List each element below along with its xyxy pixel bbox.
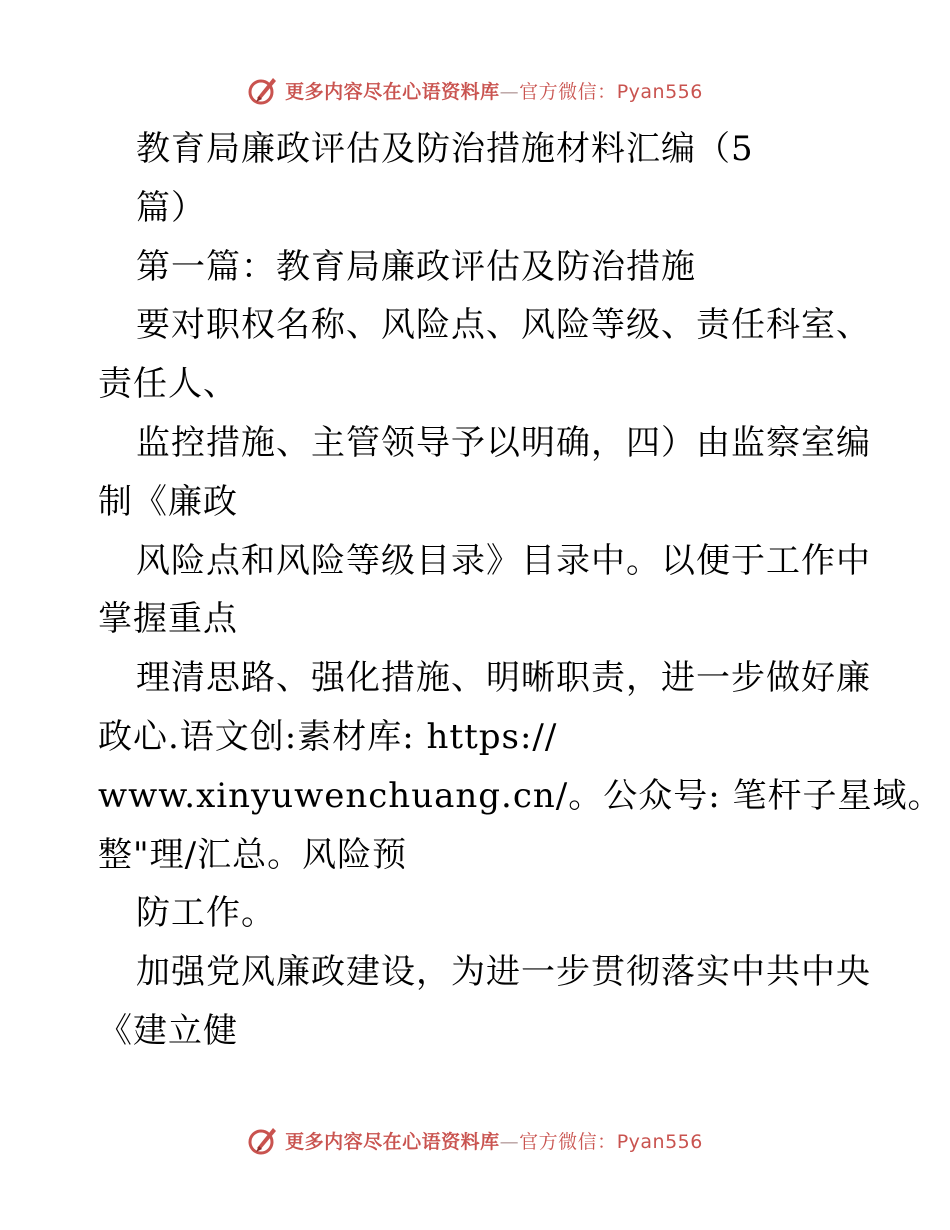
watermark-dash: — xyxy=(499,80,520,103)
text-line: 责任人、 xyxy=(98,364,238,405)
header-watermark xyxy=(0,70,950,110)
text-line: 理清思路、强化措施、明晰职责，进一步做好廉 xyxy=(136,658,871,699)
footer-watermark xyxy=(0,1120,950,1160)
text-line: 要对职权名称、风险点、风险等级、责任科室、 xyxy=(136,305,871,346)
text-line: 整"理/汇总。风险预 xyxy=(98,834,408,875)
text-line: 制《廉政 xyxy=(98,481,238,522)
text-line: 第一篇：教育局廉政评估及防治措施 xyxy=(136,246,696,287)
watermark-label: 官方微信： xyxy=(519,80,617,103)
watermark-wechat-id: Pyan556 xyxy=(616,80,703,103)
text-line: 加强党风廉政建设，为进一步贯彻落实中共中央 xyxy=(136,952,871,993)
text-line: www.xinyuwenchuang.cn/。公众号: 笔杆子星域。 xyxy=(98,775,943,816)
text-line: 监控措施、主管领导予以明确，四）由监察室编 xyxy=(136,422,871,463)
quill-logo-icon xyxy=(247,1124,279,1156)
watermark-label: 官方微信： xyxy=(519,1130,617,1153)
document-body xyxy=(98,120,943,1061)
text-line: 篇） xyxy=(136,187,206,228)
text-line: 掌握重点 xyxy=(98,599,238,640)
text-line: 教育局廉政评估及防治措施材料汇编（5 xyxy=(136,129,754,169)
text-line: 政心.语文创:素材库: https:// xyxy=(98,716,558,757)
text-line: 防工作。 xyxy=(136,893,276,934)
quill-logo-icon xyxy=(247,74,279,106)
watermark-dash: — xyxy=(499,1130,520,1153)
watermark-wechat-id: Pyan556 xyxy=(616,1130,703,1153)
text-line: 风险点和风险等级目录》目录中。以便于工作中 xyxy=(136,540,871,581)
watermark-main: 更多内容尽在心语资料库 xyxy=(285,1130,500,1153)
watermark-main: 更多内容尽在心语资料库 xyxy=(285,80,500,103)
watermark-text xyxy=(285,1127,703,1154)
watermark-text xyxy=(285,77,703,104)
text-line: 《建立健 xyxy=(98,1010,238,1051)
